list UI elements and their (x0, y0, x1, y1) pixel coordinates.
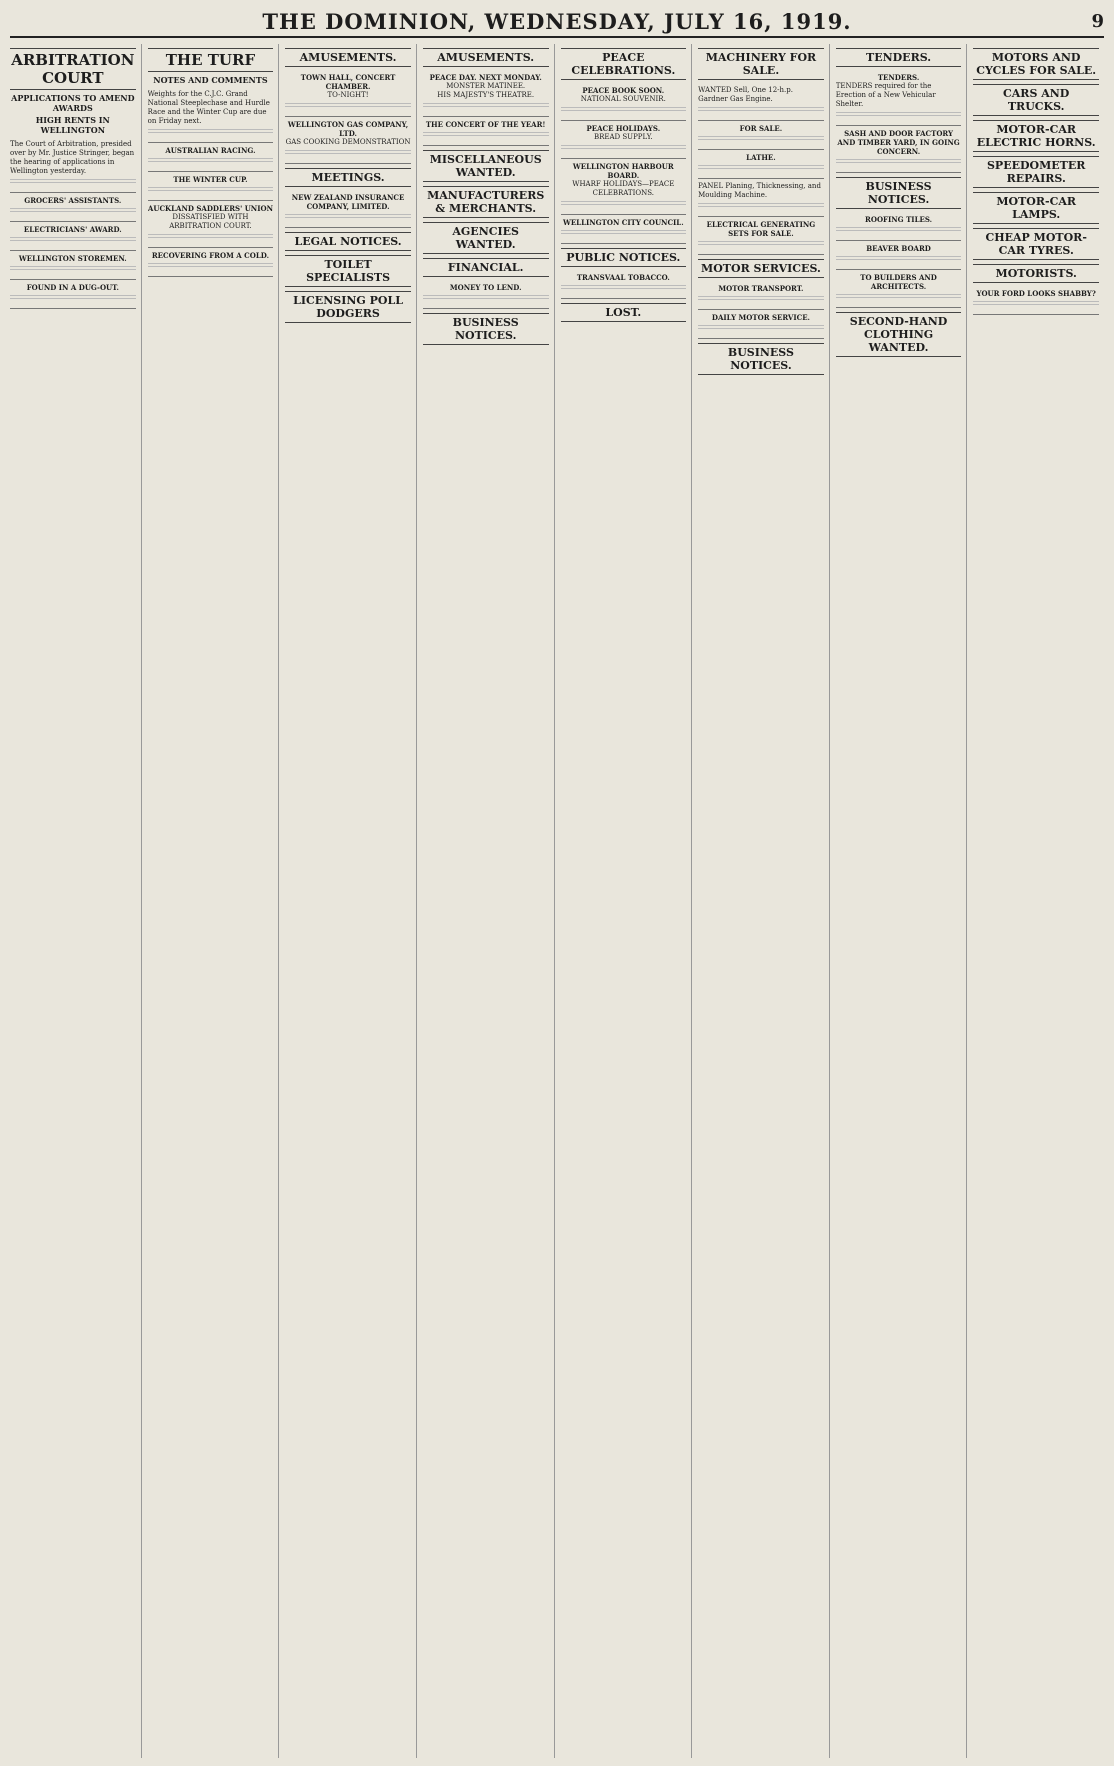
newspaper-title: THE DOMINION, WEDNESDAY, JULY 16, 1919. (262, 8, 852, 34)
section-heading: TOILET SPECIALISTS (285, 255, 411, 287)
advert-line: FOR SALE. (739, 124, 783, 133)
section-heading: BUSINESS NOTICES. (698, 343, 824, 375)
columns (10, 44, 1104, 1758)
advert-line: TENDERS. (877, 73, 920, 82)
advert-line: MONSTER MATINEE. (446, 82, 526, 90)
advert-line: THE CONCERT OF THE YEAR! (425, 120, 546, 129)
advert (698, 83, 824, 121)
advert-line: WELLINGTON GAS COMPANY, LTD. (287, 120, 409, 138)
section-heading: CHEAP MOTOR-CAR TYRES. (973, 228, 1099, 260)
section-heading: CARS AND TRUCKS. (973, 84, 1099, 116)
article (148, 87, 274, 143)
section-heading: LEGAL NOTICES. (285, 232, 411, 251)
article-line: ELECTRICIANS' AWARD. (23, 225, 122, 234)
advert-line: WELLINGTON CITY COUNCIL. (562, 218, 684, 227)
advert-line: WANTED Sell, One 12-h.p. Gardner Gas Engine. (698, 86, 793, 103)
advert (285, 117, 411, 164)
advert-line: NATIONAL SOUVENIR. (580, 95, 666, 103)
advert (698, 150, 824, 179)
article (148, 143, 274, 172)
section-heading: BUSINESS NOTICES. (423, 313, 549, 345)
advert (423, 117, 549, 146)
advert (698, 121, 824, 150)
section-heading: MOTOR-CAR ELECTRIC HORNS. (973, 120, 1099, 152)
article-line: The Court of Arbitration, presided over by Mr. Justice Stringer, began the hearing of applications in Wellington yesterday. (10, 140, 135, 175)
advert-line: LATHE. (746, 153, 776, 162)
advert (836, 212, 962, 241)
advert-line: PEACE HOLIDAYS. (586, 124, 661, 133)
advert-line: MONEY TO LEND. (449, 283, 522, 292)
advert-line: TOWN HALL, CONCERT CHAMBER. (300, 73, 396, 91)
article-line: GROCERS' ASSISTANTS. (24, 196, 122, 205)
column-heading: MOTORS AND CYCLES FOR SALE. (973, 48, 1099, 80)
section-heading: MOTOR SERVICES. (698, 259, 824, 278)
advert-line: ELECTRICAL GENERATING SETS FOR SALE. (706, 220, 816, 238)
advert (698, 281, 824, 310)
advert (836, 241, 962, 270)
section-heading: MANUFACTURERS & MERCHANTS. (423, 186, 549, 218)
advert-line: ROOFING TILES. (865, 215, 933, 224)
article-line: FOUND IN A DUG-OUT. (26, 283, 119, 292)
advert-line: PANEL Planing, Thicknessing, and Moulding Machine. (698, 182, 821, 199)
column-heading: ARBITRATION COURT (10, 48, 136, 90)
advert-line: MOTOR TRANSPORT. (718, 284, 804, 293)
advert (561, 159, 687, 215)
section-heading: MOTOR-CAR LAMPS. (973, 192, 1099, 224)
column-heading: AMUSEMENTS. (423, 48, 549, 67)
article-line: AUCKLAND SADDLERS' UNION (147, 204, 273, 213)
column-heading: MACHINERY FOR SALE. (698, 48, 824, 80)
advert-line: SASH AND DOOR FACTORY AND TIMBER YARD, IN GOING CONCERN. (837, 129, 960, 156)
column-6 (698, 44, 830, 1758)
article-line: RECOVERING FROM A COLD. (151, 251, 270, 260)
page-number: 9 (1091, 10, 1104, 32)
advert-line: NEW ZEALAND INSURANCE COMPANY, LIMITED. (291, 193, 405, 211)
section-heading: PUBLIC NOTICES. (561, 248, 687, 267)
column-2 (148, 44, 280, 1758)
advert (285, 190, 411, 228)
column-1 (10, 44, 142, 1758)
advert-line: PEACE DAY. NEXT MONDAY. (429, 73, 542, 82)
section-heading: SPEEDOMETER REPAIRS. (973, 156, 1099, 188)
column-heading: THE TURF (148, 48, 274, 72)
advert-line: BREAD SUPPLY. (593, 133, 653, 141)
column-heading: PEACE CELEBRATIONS. (561, 48, 687, 80)
advert (561, 83, 687, 121)
advert-line: WELLINGTON HARBOUR BOARD. (572, 162, 674, 180)
advert-line: TRANSVAAL TOBACCO. (576, 273, 670, 282)
advert (836, 70, 962, 126)
article (148, 172, 274, 201)
advert (423, 280, 549, 309)
section-heading: AGENCIES WANTED. (423, 222, 549, 254)
advert (698, 217, 824, 255)
advert-line: PEACE BOOK SOON. (582, 86, 665, 95)
article-line: Weights for the C.J.C. Grand National Steeplechase and Hurdle Race and the Winter Cup are due on Friday next. (147, 90, 270, 125)
advert-line: GAS COOKING DEMONSTRATION (285, 138, 411, 146)
advert (561, 215, 687, 244)
column-subheading-2: HIGH RENTS IN WELLINGTON (35, 115, 110, 135)
article (10, 222, 136, 251)
advert (973, 286, 1099, 315)
advert-line: TO BUILDERS AND ARCHITECTS. (860, 273, 937, 291)
advert (698, 179, 824, 217)
article-line: AUSTRALIAN RACING. (165, 146, 256, 155)
advert-line: TO-NIGHT! (327, 91, 369, 99)
advert (423, 70, 549, 117)
section-heading: FINANCIAL. (423, 258, 549, 277)
article-line: DISSATISFIED WITH ARBITRATION COURT. (169, 213, 252, 230)
article (10, 280, 136, 309)
column-heading: AMUSEMENTS. (285, 48, 411, 67)
section-heading: MEETINGS. (285, 168, 411, 187)
column-heading: TENDERS. (836, 48, 962, 67)
advert (561, 121, 687, 159)
masthead (10, 6, 1104, 38)
advert-line: DAILY MOTOR SERVICE. (711, 313, 810, 322)
column-5 (561, 44, 693, 1758)
section-heading: MISCELLANEOUS WANTED. (423, 150, 549, 182)
article (10, 193, 136, 222)
advert-line: HIS MAJESTY'S THEATRE. (437, 91, 535, 99)
column-7 (836, 44, 968, 1758)
section-heading: MOTORISTS. (973, 264, 1099, 283)
advert-line: YOUR FORD LOOKS SHABBY? (976, 289, 1096, 298)
section-heading: SECOND-HAND CLOTHING WANTED. (836, 312, 962, 357)
advert (285, 70, 411, 117)
column-8 (973, 44, 1104, 1758)
article-line: THE WINTER CUP. (173, 175, 248, 184)
article-line: WELLINGTON STOREMEN. (18, 254, 127, 263)
advert (698, 310, 824, 339)
column-subheading: APPLICATIONS TO AMEND AWARDS (11, 93, 135, 113)
section-heading: LOST. (561, 303, 687, 322)
advert (836, 270, 962, 308)
article (148, 201, 274, 248)
article (148, 248, 274, 277)
section-heading: LICENSING POLL DODGERS (285, 291, 411, 323)
section-heading: BUSINESS NOTICES. (836, 177, 962, 209)
column-subheading: NOTES AND COMMENTS (153, 75, 268, 85)
advert-line: WHARF HOLIDAYS—PEACE CELEBRATIONS. (572, 180, 675, 197)
advert (836, 126, 962, 173)
article (10, 137, 136, 193)
column-4 (423, 44, 555, 1758)
article (10, 251, 136, 280)
advert-line: BEAVER BOARD (866, 244, 931, 253)
column-3 (285, 44, 417, 1758)
advert (561, 270, 687, 299)
advert-line: TENDERS required for the Erection of a New Vehicular Shelter. (835, 82, 936, 108)
